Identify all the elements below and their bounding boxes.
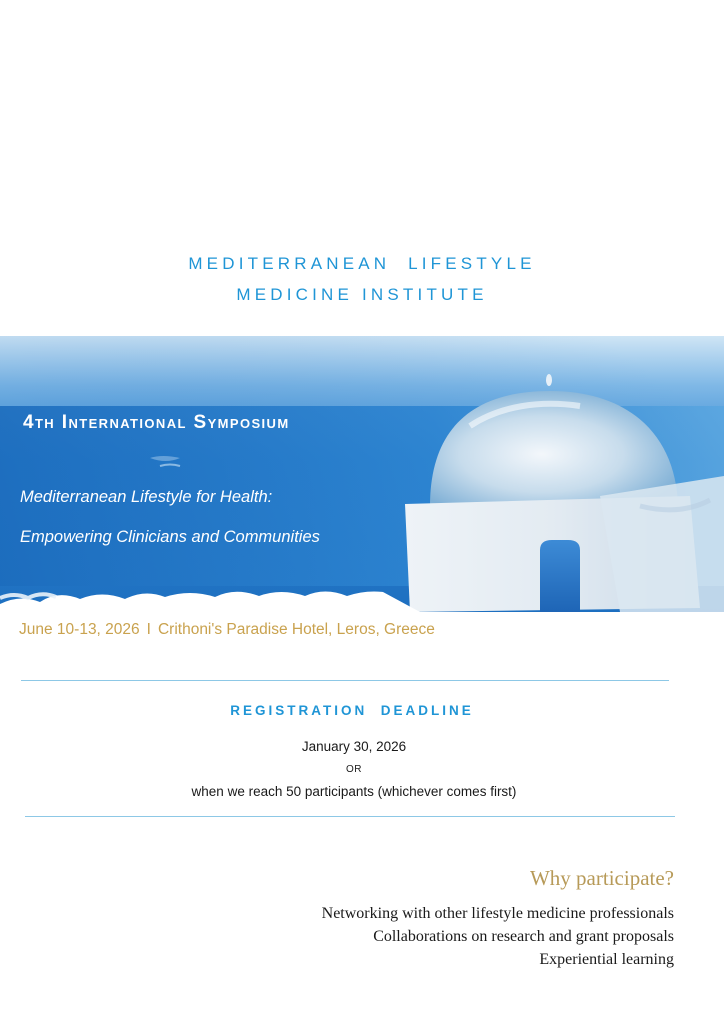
institute-name-line1: MEDITERRANEAN LIFESTYLE — [188, 254, 536, 273]
divider-top — [21, 680, 669, 681]
symposium-subtitle-line2: Empowering Clinicians and Communities — [20, 528, 320, 546]
symposium-title: 4th International Symposium — [23, 412, 290, 433]
symposium-subtitle-line1: Mediterranean Lifestyle for Health: — [20, 488, 273, 506]
why-item-collaborations: Collaborations on research and grant proposals — [373, 928, 674, 945]
divider-bottom — [25, 816, 675, 817]
banner-image — [0, 336, 724, 612]
event-venue: Crithoni's Paradise Hotel, Leros, Greece — [157, 621, 435, 638]
registration-condition: when we reach 50 participants (whichever comes first) — [191, 784, 517, 799]
registration-deadline-title: REGISTRATION DEADLINE — [230, 703, 474, 718]
registration-or: OR — [346, 764, 362, 775]
institute-name-line2: MEDICINE INSTITUTE — [236, 285, 488, 304]
why-participate-title: Why participate? — [529, 866, 674, 890]
watercolor-chapel-illustration — [0, 336, 724, 612]
event-info — [19, 621, 435, 639]
registration-date: January 30, 2026 — [301, 739, 407, 754]
event-dates: June 10-13, 2026 — [19, 621, 140, 638]
event-separator: I — [146, 621, 151, 638]
why-item-experiential-learning: Experiential learning — [539, 951, 674, 968]
why-item-networking: Networking with other lifestyle medicine professionals — [321, 905, 674, 922]
